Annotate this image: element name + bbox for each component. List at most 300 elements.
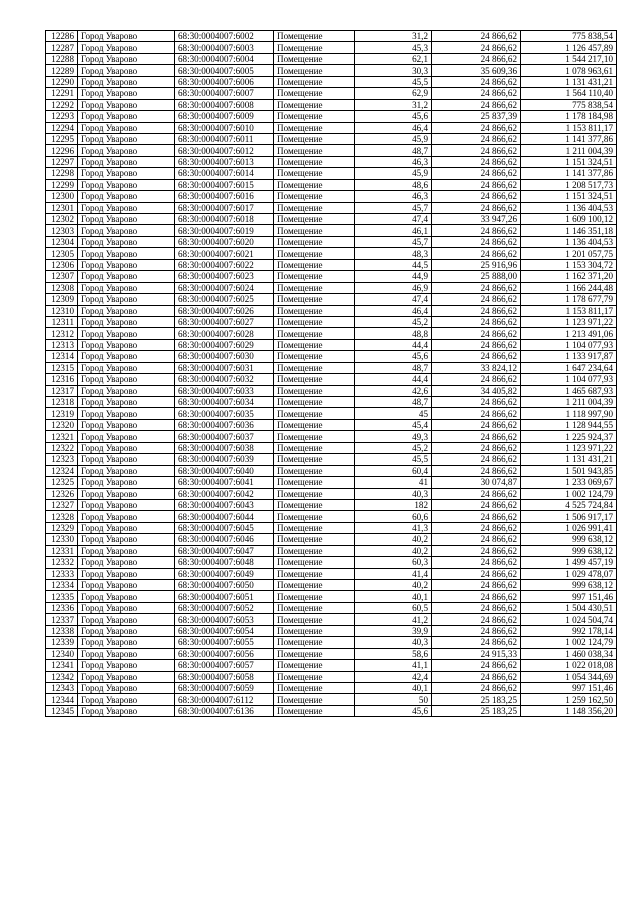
object-type-cell: Помещение [274,454,355,465]
table-row [46,236,617,247]
cadastral-value-cell: 1 178 677,79 [521,294,617,305]
row-number-cell: 12326 [46,488,78,499]
object-type-cell: Помещение [274,419,355,430]
cadastral-value-cell: 992 178,14 [521,625,617,636]
table-row [46,568,617,579]
table-row [46,362,617,373]
table-row [46,65,617,76]
object-type-cell: Помещение [274,214,355,225]
object-type-cell: Помещение [274,557,355,568]
cadastral-number-cell: 68:30:0004007:6011 [175,133,274,144]
area-value-cell: 40,3 [355,488,432,499]
settlement-name-cell: Город Уварово [78,225,175,236]
row-number-cell: 12309 [46,294,78,305]
cadastral-number-cell: 68:30:0004007:6004 [175,53,274,64]
cadastral-value-cell: 1 126 457,89 [521,42,617,53]
cadastral-value-cell: 1 141 377,86 [521,168,617,179]
area-value-cell: 50 [355,694,432,705]
settlement-name-cell: Город Уварово [78,705,175,716]
area-value-cell: 48,6 [355,179,432,190]
unit-value-cell: 24 866,62 [432,488,521,499]
row-number-cell: 12340 [46,648,78,659]
area-value-cell: 44,9 [355,271,432,282]
table-row [46,694,617,705]
row-number-cell: 12317 [46,385,78,396]
cadastral-number-cell: 68:30:0004007:6041 [175,477,274,488]
settlement-name-cell: Город Уварово [78,602,175,613]
settlement-name-cell: Город Уварово [78,499,175,510]
cadastral-number-cell: 68:30:0004007:6015 [175,179,274,190]
unit-value-cell: 24 866,62 [432,236,521,247]
settlement-name-cell: Город Уварово [78,111,175,122]
area-value-cell: 46,3 [355,156,432,167]
cadastral-number-cell: 68:30:0004007:6027 [175,316,274,327]
row-number-cell: 12291 [46,88,78,99]
row-number-cell: 12323 [46,454,78,465]
unit-value-cell: 25 888,00 [432,271,521,282]
area-value-cell: 60,6 [355,511,432,522]
unit-value-cell: 24 866,62 [432,545,521,556]
area-value-cell: 60,5 [355,602,432,613]
cadastral-number-cell: 68:30:0004007:6038 [175,442,274,453]
table-row [46,282,617,293]
settlement-name-cell: Город Уварово [78,545,175,556]
settlement-name-cell: Город Уварово [78,305,175,316]
unit-value-cell: 24 866,62 [432,168,521,179]
table-row [46,305,617,316]
area-value-cell: 30,3 [355,65,432,76]
table-row [46,168,617,179]
unit-value-cell: 24 866,62 [432,397,521,408]
area-value-cell: 42,6 [355,385,432,396]
cadastral-value-cell: 4 525 724,84 [521,499,617,510]
cadastral-number-cell: 68:30:0004007:6037 [175,431,274,442]
table-row [46,145,617,156]
cadastral-number-cell: 68:30:0004007:6020 [175,236,274,247]
area-value-cell: 62,1 [355,53,432,64]
settlement-name-cell: Город Уварово [78,214,175,225]
area-value-cell: 45,4 [355,419,432,430]
area-value-cell: 48,7 [355,397,432,408]
unit-value-cell: 24 866,62 [432,351,521,362]
settlement-name-cell: Город Уварово [78,454,175,465]
cadastral-number-cell: 68:30:0004007:6032 [175,374,274,385]
table-row [46,648,617,659]
unit-value-cell: 24 866,62 [432,316,521,327]
row-number-cell: 12315 [46,362,78,373]
cadastral-value-cell: 999 638,12 [521,534,617,545]
object-type-cell: Помещение [274,202,355,213]
row-number-cell: 12306 [46,259,78,270]
table-row [46,122,617,133]
unit-value-cell: 24 866,62 [432,225,521,236]
table-row [46,534,617,545]
row-number-cell: 12331 [46,545,78,556]
area-value-cell: 48,3 [355,248,432,259]
settlement-name-cell: Город Уварово [78,648,175,659]
object-type-cell: Помещение [274,294,355,305]
cadastral-value-cell: 1 544 217,10 [521,53,617,64]
settlement-name-cell: Город Уварово [78,31,175,42]
object-type-cell: Помещение [274,408,355,419]
cadastral-number-cell: 68:30:0004007:6039 [175,454,274,465]
cadastral-value-cell: 1 133 917,87 [521,351,617,362]
table-row [46,454,617,465]
unit-value-cell: 24 866,62 [432,99,521,110]
table-row [46,42,617,53]
cadastral-value-cell: 775 838,54 [521,99,617,110]
settlement-name-cell: Город Уварово [78,442,175,453]
row-number-cell: 12295 [46,133,78,144]
area-value-cell: 45,3 [355,42,432,53]
cadastral-value-cell: 1 151 324,51 [521,156,617,167]
object-type-cell: Помещение [274,248,355,259]
unit-value-cell: 24 866,62 [432,602,521,613]
table-row [46,602,617,613]
cadastral-number-cell: 68:30:0004007:6036 [175,419,274,430]
cadastral-value-cell: 1 609 100,12 [521,214,617,225]
object-type-cell: Помещение [274,305,355,316]
table-row [46,339,617,350]
row-number-cell: 12334 [46,580,78,591]
cadastral-number-cell: 68:30:0004007:6052 [175,602,274,613]
area-value-cell: 182 [355,499,432,510]
object-type-cell: Помещение [274,648,355,659]
table-row [46,511,617,522]
area-value-cell: 41,1 [355,660,432,671]
settlement-name-cell: Город Уварово [78,53,175,64]
object-type-cell: Помещение [274,522,355,533]
settlement-name-cell: Город Уварово [78,637,175,648]
cadastral-value-cell: 1 208 517,73 [521,179,617,190]
settlement-name-cell: Город Уварово [78,568,175,579]
unit-value-cell: 24 866,62 [432,202,521,213]
cadastral-value-cell: 1 054 344,69 [521,671,617,682]
cadastral-number-cell: 68:30:0004007:6023 [175,271,274,282]
cadastral-value-cell: 1 024 504,74 [521,614,617,625]
unit-value-cell: 24 866,62 [432,31,521,42]
cadastral-number-cell: 68:30:0004007:6055 [175,637,274,648]
cadastral-number-cell: 68:30:0004007:6019 [175,225,274,236]
cadastral-number-cell: 68:30:0004007:6021 [175,248,274,259]
cadastral-number-cell: 68:30:0004007:6045 [175,522,274,533]
cadastral-number-cell: 68:30:0004007:6047 [175,545,274,556]
row-number-cell: 12314 [46,351,78,362]
cadastral-value-cell: 1 647 234,64 [521,362,617,373]
unit-value-cell: 24 866,62 [432,145,521,156]
settlement-name-cell: Город Уварово [78,614,175,625]
table-row [46,214,617,225]
area-value-cell: 46,4 [355,122,432,133]
table-row [46,191,617,202]
unit-value-cell: 24 866,62 [432,88,521,99]
object-type-cell: Помещение [274,385,355,396]
cadastral-number-cell: 68:30:0004007:6112 [175,694,274,705]
settlement-name-cell: Город Уварово [78,236,175,247]
cadastral-value-cell: 999 638,12 [521,580,617,591]
unit-value-cell: 24 866,62 [432,133,521,144]
row-number-cell: 12305 [46,248,78,259]
unit-value-cell: 24 866,62 [432,419,521,430]
settlement-name-cell: Город Уварово [78,431,175,442]
table-row [46,76,617,87]
area-value-cell: 45,6 [355,705,432,716]
table-row [46,248,617,259]
row-number-cell: 12341 [46,660,78,671]
cadastral-number-cell: 68:30:0004007:6046 [175,534,274,545]
object-type-cell: Помещение [274,339,355,350]
settlement-name-cell: Город Уварово [78,385,175,396]
table-row [46,294,617,305]
row-number-cell: 12333 [46,568,78,579]
cadastral-number-cell: 68:30:0004007:6017 [175,202,274,213]
table-row [46,499,617,510]
settlement-name-cell: Город Уварово [78,362,175,373]
cadastral-value-cell: 1 211 004,39 [521,145,617,156]
table-row [46,465,617,476]
object-type-cell: Помещение [274,477,355,488]
cadastral-number-cell: 68:30:0004007:6136 [175,705,274,716]
settlement-name-cell: Город Уварово [78,168,175,179]
settlement-name-cell: Город Уварово [78,248,175,259]
cadastral-value-cell: 1 104 077,93 [521,374,617,385]
unit-value-cell: 24 866,62 [432,511,521,522]
area-value-cell: 45,5 [355,454,432,465]
area-value-cell: 48,7 [355,145,432,156]
table-row [46,419,617,430]
area-value-cell: 60,4 [355,465,432,476]
settlement-name-cell: Город Уварово [78,511,175,522]
area-value-cell: 40,3 [355,637,432,648]
cadastral-value-cell: 1 153 811,17 [521,305,617,316]
cadastral-value-cell: 1 151 324,51 [521,191,617,202]
row-number-cell: 12329 [46,522,78,533]
unit-value-cell: 35 609,36 [432,65,521,76]
object-type-cell: Помещение [274,499,355,510]
row-number-cell: 12345 [46,705,78,716]
area-value-cell: 47,4 [355,294,432,305]
cadastral-value-cell: 1 141 377,86 [521,133,617,144]
table-row [46,591,617,602]
unit-value-cell: 24 866,62 [432,671,521,682]
cadastral-value-cell: 775 838,54 [521,31,617,42]
unit-value-cell: 33 947,26 [432,214,521,225]
unit-value-cell: 24 915,33 [432,648,521,659]
cadastral-number-cell: 68:30:0004007:6008 [175,99,274,110]
object-type-cell: Помещение [274,694,355,705]
cadastral-number-cell: 68:30:0004007:6051 [175,591,274,602]
unit-value-cell: 24 866,62 [432,282,521,293]
row-number-cell: 12312 [46,328,78,339]
area-value-cell: 40,1 [355,682,432,693]
cadastral-value-cell: 1 026 991,41 [521,522,617,533]
settlement-name-cell: Город Уварово [78,328,175,339]
cadastral-value-cell: 1 029 478,07 [521,568,617,579]
area-value-cell: 40,1 [355,591,432,602]
row-number-cell: 12339 [46,637,78,648]
unit-value-cell: 24 866,62 [432,534,521,545]
settlement-name-cell: Город Уварово [78,522,175,533]
cadastral-number-cell: 68:30:0004007:6012 [175,145,274,156]
cadastral-number-cell: 68:30:0004007:6033 [175,385,274,396]
cadastral-number-cell: 68:30:0004007:6014 [175,168,274,179]
table-row [46,442,617,453]
cadastral-number-cell: 68:30:0004007:6013 [175,156,274,167]
table-row [46,625,617,636]
cadastral-value-cell: 999 638,12 [521,545,617,556]
area-value-cell: 58,6 [355,648,432,659]
object-type-cell: Помещение [274,168,355,179]
area-value-cell: 45,9 [355,168,432,179]
settlement-name-cell: Город Уварово [78,351,175,362]
object-type-cell: Помещение [274,179,355,190]
object-type-cell: Помещение [274,156,355,167]
table-row [46,156,617,167]
cadastral-value-cell: 1 146 351,18 [521,225,617,236]
object-type-cell: Помещение [274,442,355,453]
cadastral-value-cell: 1 506 917,17 [521,511,617,522]
table-row [46,671,617,682]
cadastral-value-cell: 1 153 304,72 [521,259,617,270]
area-value-cell: 39,9 [355,625,432,636]
object-type-cell: Помещение [274,625,355,636]
unit-value-cell: 24 866,62 [432,328,521,339]
settlement-name-cell: Город Уварово [78,65,175,76]
object-type-cell: Помещение [274,397,355,408]
table-row [46,53,617,64]
row-number-cell: 12343 [46,682,78,693]
object-type-cell: Помещение [274,145,355,156]
object-type-cell: Помещение [274,236,355,247]
settlement-name-cell: Город Уварово [78,397,175,408]
row-number-cell: 12332 [46,557,78,568]
table-row [46,522,617,533]
cadastral-value-cell: 1 078 963,61 [521,65,617,76]
cadastral-value-cell: 1 501 943,85 [521,465,617,476]
settlement-name-cell: Город Уварово [78,591,175,602]
unit-value-cell: 24 866,62 [432,637,521,648]
object-type-cell: Помещение [274,225,355,236]
cadastral-value-cell: 1 564 110,40 [521,88,617,99]
area-value-cell: 44,4 [355,339,432,350]
unit-value-cell: 24 866,62 [432,122,521,133]
unit-value-cell: 24 866,62 [432,591,521,602]
cadastral-value-cell: 1 178 184,98 [521,111,617,122]
unit-value-cell: 24 866,62 [432,339,521,350]
unit-value-cell: 24 866,62 [432,408,521,419]
table-row [46,660,617,671]
table-row [46,431,617,442]
settlement-name-cell: Город Уварово [78,122,175,133]
table-row [46,133,617,144]
area-value-cell: 45,6 [355,351,432,362]
cadastral-number-cell: 68:30:0004007:6058 [175,671,274,682]
cadastral-number-cell: 68:30:0004007:6057 [175,660,274,671]
area-value-cell: 45,2 [355,442,432,453]
cadastral-value-cell: 1 128 944,55 [521,419,617,430]
unit-value-cell: 33 824,12 [432,362,521,373]
area-value-cell: 41,3 [355,522,432,533]
cadastral-value-cell: 1 499 457,19 [521,557,617,568]
object-type-cell: Помещение [274,602,355,613]
row-number-cell: 12321 [46,431,78,442]
object-type-cell: Помещение [274,431,355,442]
unit-value-cell: 24 866,62 [432,191,521,202]
object-type-cell: Помещение [274,568,355,579]
area-value-cell: 48,8 [355,328,432,339]
object-type-cell: Помещение [274,76,355,87]
settlement-name-cell: Город Уварово [78,294,175,305]
row-number-cell: 12320 [46,419,78,430]
table-row [46,374,617,385]
cadastral-number-cell: 68:30:0004007:6010 [175,122,274,133]
cadastral-value-cell: 1 148 356,20 [521,705,617,716]
settlement-name-cell: Город Уварово [78,76,175,87]
row-number-cell: 12300 [46,191,78,202]
settlement-name-cell: Город Уварово [78,179,175,190]
table-row [46,580,617,591]
cadastral-value-cell: 1 504 430,51 [521,602,617,613]
unit-value-cell: 25 837,39 [432,111,521,122]
area-value-cell: 42,4 [355,671,432,682]
area-value-cell: 45,7 [355,236,432,247]
object-type-cell: Помещение [274,88,355,99]
settlement-name-cell: Город Уварово [78,419,175,430]
unit-value-cell: 24 866,62 [432,614,521,625]
row-number-cell: 12311 [46,316,78,327]
table-row [46,477,617,488]
row-number-cell: 12325 [46,477,78,488]
table-row [46,202,617,213]
unit-value-cell: 24 866,62 [432,568,521,579]
unit-value-cell: 24 866,62 [432,305,521,316]
row-number-cell: 12336 [46,602,78,613]
settlement-name-cell: Город Уварово [78,42,175,53]
cadastral-value-cell: 1 022 018,08 [521,660,617,671]
unit-value-cell: 24 866,62 [432,76,521,87]
cadastral-number-cell: 68:30:0004007:6025 [175,294,274,305]
settlement-name-cell: Город Уварово [78,660,175,671]
area-value-cell: 45,2 [355,316,432,327]
object-type-cell: Помещение [274,42,355,53]
object-type-cell: Помещение [274,351,355,362]
cadastral-value-cell: 1 162 371,20 [521,271,617,282]
row-number-cell: 12302 [46,214,78,225]
object-type-cell: Помещение [274,374,355,385]
unit-value-cell: 25 183,25 [432,705,521,716]
table-row [46,488,617,499]
cadastral-number-cell: 68:30:0004007:6029 [175,339,274,350]
cadastral-number-cell: 68:30:0004007:6006 [175,76,274,87]
table-row [46,99,617,110]
cadastral-value-cell: 997 151,46 [521,591,617,602]
cadastral-number-cell: 68:30:0004007:6031 [175,362,274,373]
area-value-cell: 46,9 [355,282,432,293]
row-number-cell: 12298 [46,168,78,179]
unit-value-cell: 24 866,62 [432,442,521,453]
unit-value-cell: 24 866,62 [432,465,521,476]
cadastral-value-cell: 1 460 038,34 [521,648,617,659]
table-row [46,408,617,419]
unit-value-cell: 24 866,62 [432,53,521,64]
settlement-name-cell: Город Уварово [78,671,175,682]
cadastral-number-cell: 68:30:0004007:6022 [175,259,274,270]
table-row [46,557,617,568]
table-row [46,705,617,716]
settlement-name-cell: Город Уварово [78,88,175,99]
settlement-name-cell: Город Уварово [78,282,175,293]
object-type-cell: Помещение [274,511,355,522]
